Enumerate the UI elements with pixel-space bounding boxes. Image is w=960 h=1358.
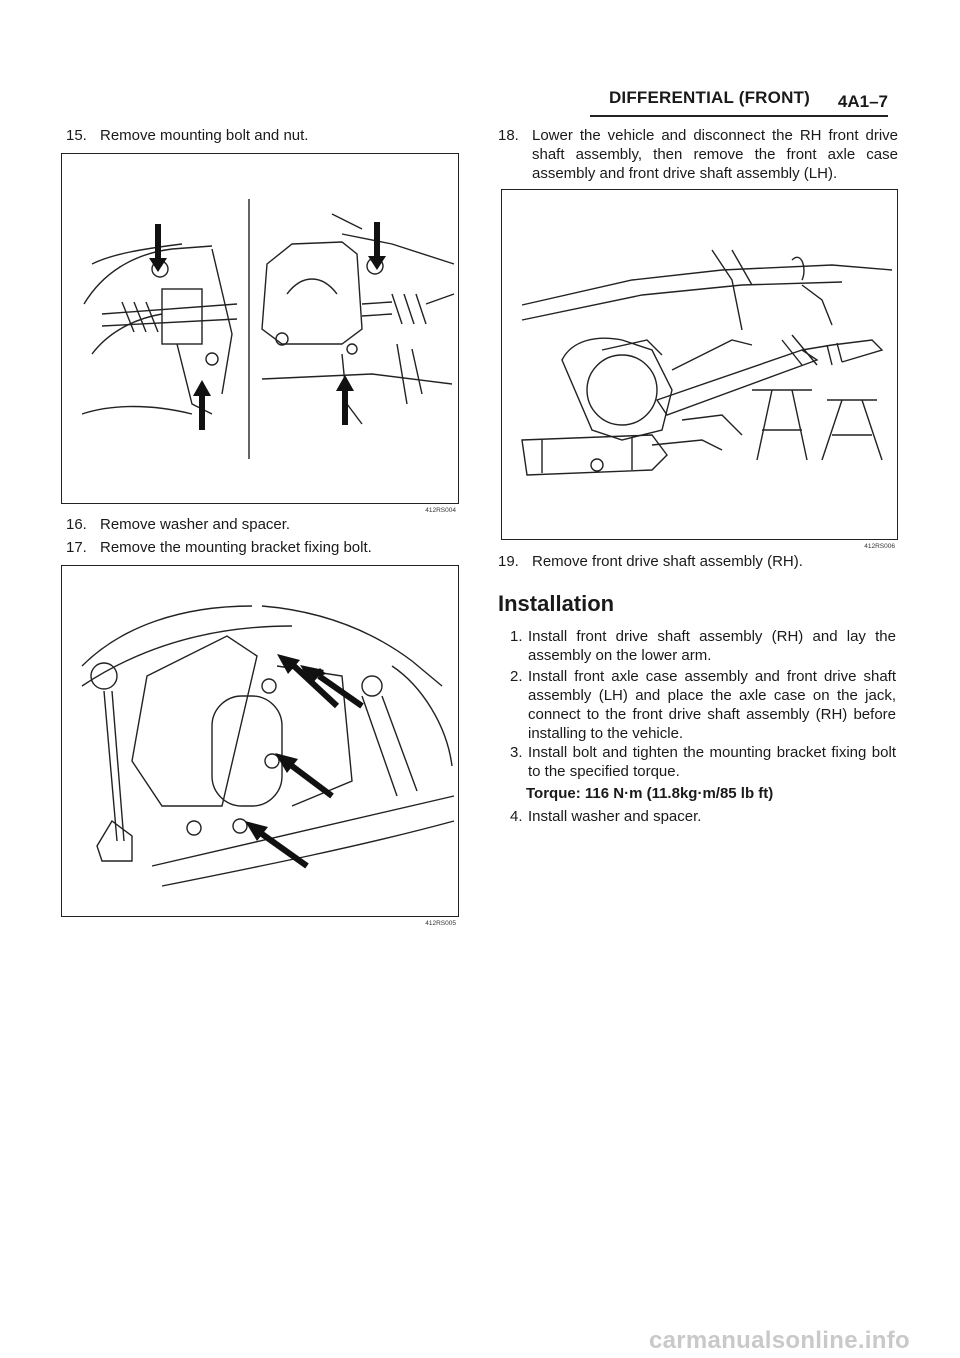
section-title: DIFFERENTIAL (FRONT) [608,88,810,107]
watermark-link[interactable]: carmanualsonline.info [648,1327,910,1354]
install-step-1 [510,627,900,665]
installation-heading: Installation [498,591,615,616]
step-text: Lower the vehicle and disconnect the RH front drive shaft assembly, then remove the front axle case assembly and front drive shaft assembly (LH). [532,127,898,182]
figure-412rs004 [61,153,459,514]
step-text: Remove washer and spacer. [100,516,291,533]
figure-code: 412RS004 [425,507,456,514]
step-text: Install front axle case assembly and front drive shaft assembly (LH) and place the axle case on the jack, connect to the front drive shaft assembly (RH) before installing to the vehicle. [528,668,896,742]
step-text: Remove front drive shaft assembly (RH). [532,553,803,570]
step-number: 19. [498,553,519,570]
step-16 [66,515,466,535]
figure-illustration [62,566,458,916]
step-number: 15. [66,127,87,144]
header-rule [590,115,888,117]
figure-412rs005 [61,565,459,927]
step-number: 4. [510,808,523,825]
step-text: Install bolt and tighten the mounting bracket fixing bolt to the specified torque. [528,744,896,780]
figure-illustration [62,154,458,503]
step-19 [498,552,898,572]
page-number: 4A1–7 [837,92,888,111]
step-text: Remove mounting bolt and nut. [100,127,309,144]
step-number: 16. [66,516,87,533]
figure-illustration [502,190,897,539]
figure-code: 412RS005 [425,920,456,927]
page-footer [0,1325,960,1353]
step-17 [66,538,466,558]
figure-code: 412RS006 [864,543,895,550]
step-number: 18. [498,127,519,144]
install-step-3 [510,743,900,781]
page-header [0,88,960,118]
step-text: Install washer and spacer. [528,808,702,825]
step-text: Install front drive shaft assembly (RH) and lay the assembly on the lower arm. [528,628,896,664]
install-step-2 [510,667,900,743]
step-number: 1. [510,628,523,645]
step-18 [498,126,898,184]
step-number: 17. [66,539,87,556]
step-number: 2. [510,668,523,685]
torque-spec: Torque: 116 N·m (11.8kg·m/85 lb ft) [526,785,774,802]
step-15 [66,126,466,146]
install-step-4 [510,807,900,827]
step-text: Remove the mounting bracket fixing bolt. [100,539,372,556]
step-number: 3. [510,744,523,761]
figure-412rs006 [501,189,898,550]
